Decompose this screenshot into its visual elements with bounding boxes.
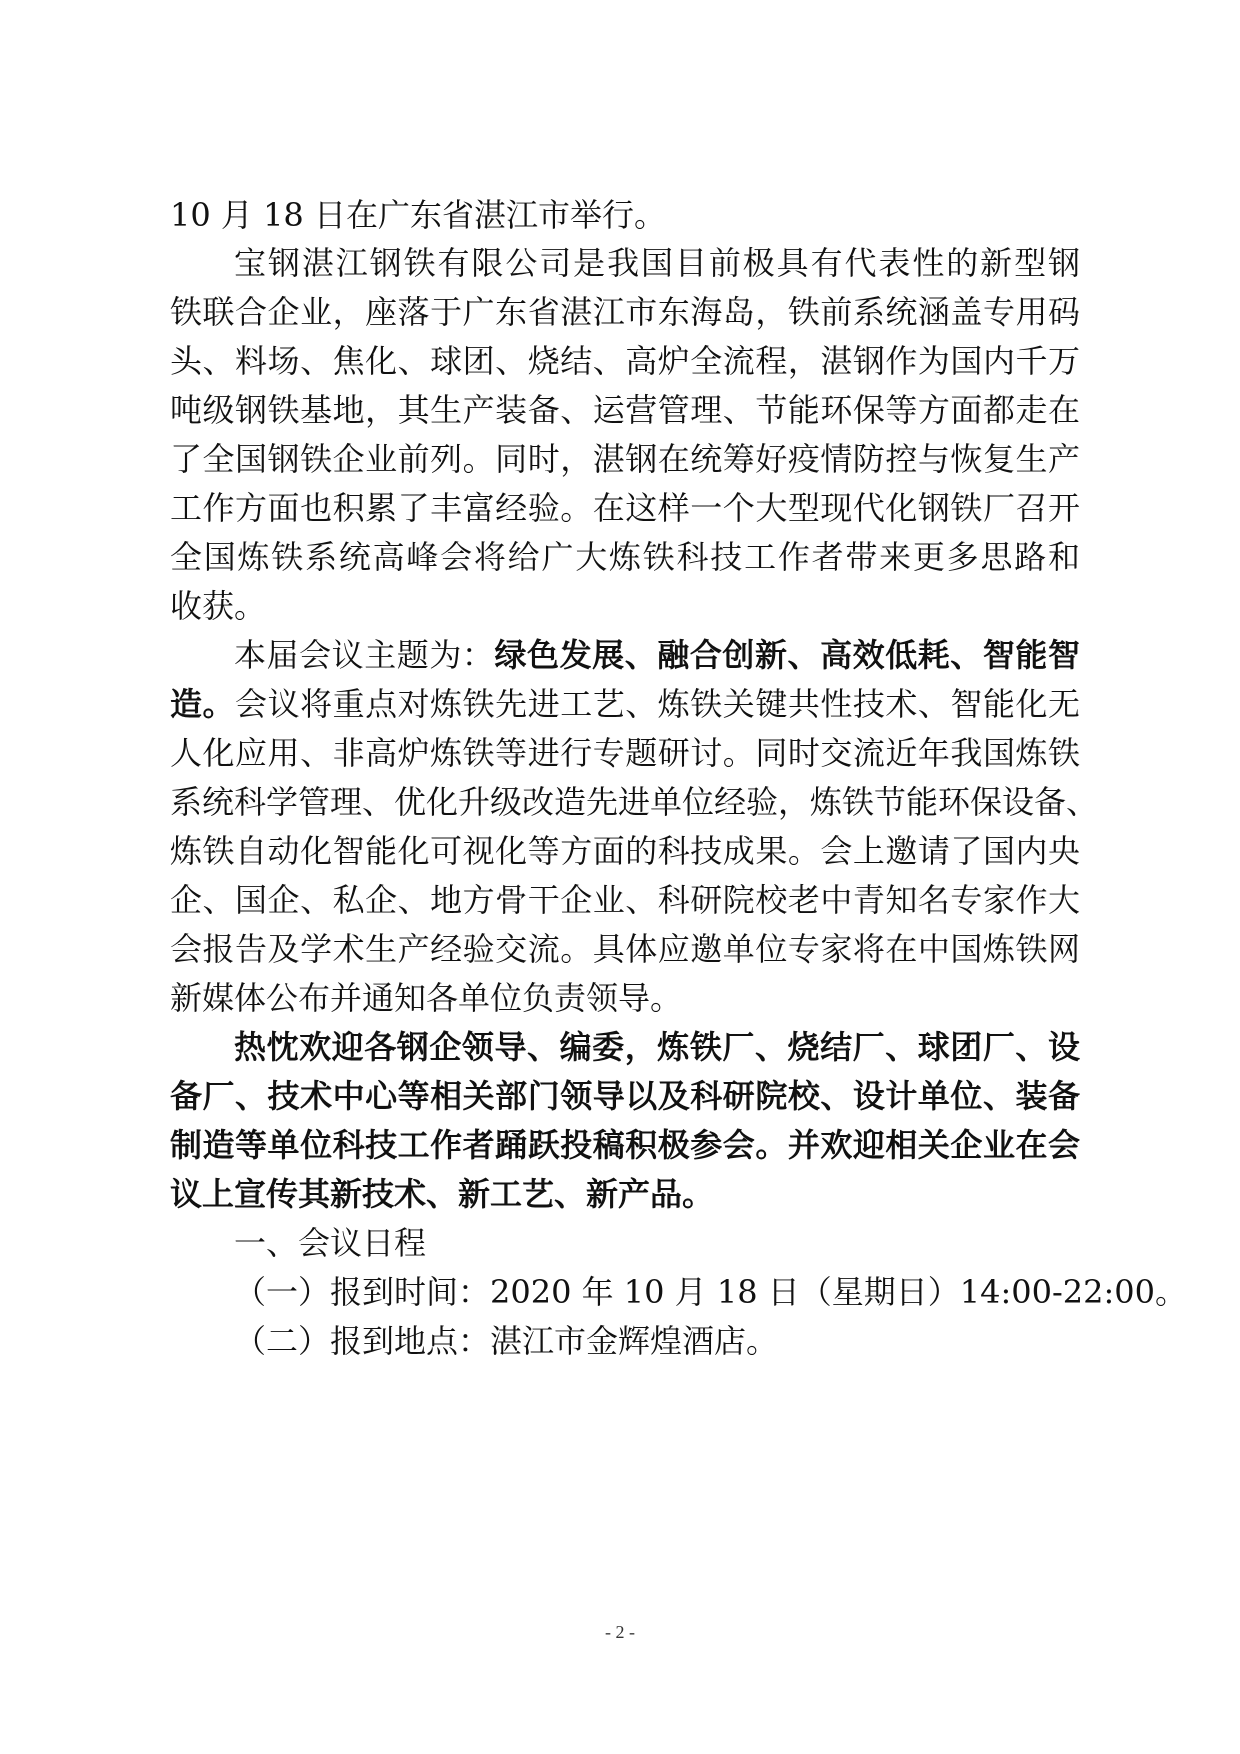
schedule-item-checkin-time: （一）报到时间：2020 年 10 月 18 日（星期日）14:00-22:00。 — [234, 1273, 1187, 1311]
theme-keywords-end: 造。 — [170, 685, 236, 723]
theme-intro: 本届会议主题为： — [234, 636, 495, 674]
paragraph-line: 系统科学管理、优化升级改造先进单位经验，炼铁节能环保设备、 — [170, 783, 1099, 821]
welcome-paragraph-line: 备厂、技术中心等相关部门领导以及科研院校、设计单位、装备 — [170, 1077, 1080, 1115]
paragraph-line — [170, 684, 1080, 724]
theme-keywords: 绿色发展、融合创新、高效低耗、智能智 — [494, 636, 1080, 674]
paragraph-line: 人化应用、非高炉炼铁等进行专题研讨。同时交流近年我国炼铁 — [170, 734, 1080, 772]
welcome-paragraph-line: 热忱欢迎各钢企领导、编委，炼铁厂、烧结厂、球团厂、设 — [234, 1028, 1080, 1066]
welcome-paragraph-line: 制造等单位科技工作者踊跃投稿积极参会。并欢迎相关企业在会 — [170, 1126, 1080, 1164]
paragraph-line: 企、国企、私企、地方骨干企业、科研院校老中青知名专家作大 — [170, 881, 1080, 919]
paragraph-line: 铁联合企业，座落于广东省湛江市东海岛，铁前系统涵盖专用码 — [170, 293, 1080, 331]
paragraph-line: 头、料场、焦化、球团、烧结、高炉全流程，湛钢作为国内千万 — [170, 342, 1080, 380]
paragraph-line: 了全国钢铁企业前列。同时，湛钢在统筹好疫情防控与恢复生产 — [170, 440, 1080, 478]
paragraph-line: 工作方面也积累了丰富经验。在这样一个大型现代化钢铁厂召开 — [170, 489, 1080, 527]
section-heading-schedule: 一、会议日程 — [234, 1224, 427, 1262]
paragraph-line: 炼铁自动化智能化可视化等方面的科技成果。会上邀请了国内央 — [170, 832, 1080, 870]
welcome-paragraph-line: 议上宣传其新技术、新工艺、新产品。 — [170, 1175, 715, 1213]
paragraph-line: 吨级钢铁基地，其生产装备、运营管理、节能环保等方面都走在 — [170, 391, 1080, 429]
paragraph-line: 收获。 — [170, 587, 267, 625]
paragraph-line: 全国炼铁系统高峰会将给广大炼铁科技工作者带来更多思路和 — [170, 538, 1080, 576]
paragraph-line-theme — [170, 635, 1080, 675]
paragraph-line: 会报告及学术生产经验交流。具体应邀单位专家将在中国炼铁网 — [170, 930, 1080, 968]
schedule-item-checkin-place: （二）报到地点：湛江市金辉煌酒店。 — [234, 1322, 779, 1360]
paragraph-text: 会议将重点对炼铁先进工艺、炼铁关键共性技术、智能化无 — [235, 685, 1080, 723]
page-number: - 2 - — [605, 1622, 635, 1642]
paragraph-line: 宝钢湛江钢铁有限公司是我国目前极具有代表性的新型钢 — [234, 244, 1080, 282]
paragraph-line: 新媒体公布并通知各单位负责领导。 — [170, 979, 683, 1017]
paragraph-line: 10 月 18 日在广东省湛江市举行。 — [170, 196, 666, 234]
